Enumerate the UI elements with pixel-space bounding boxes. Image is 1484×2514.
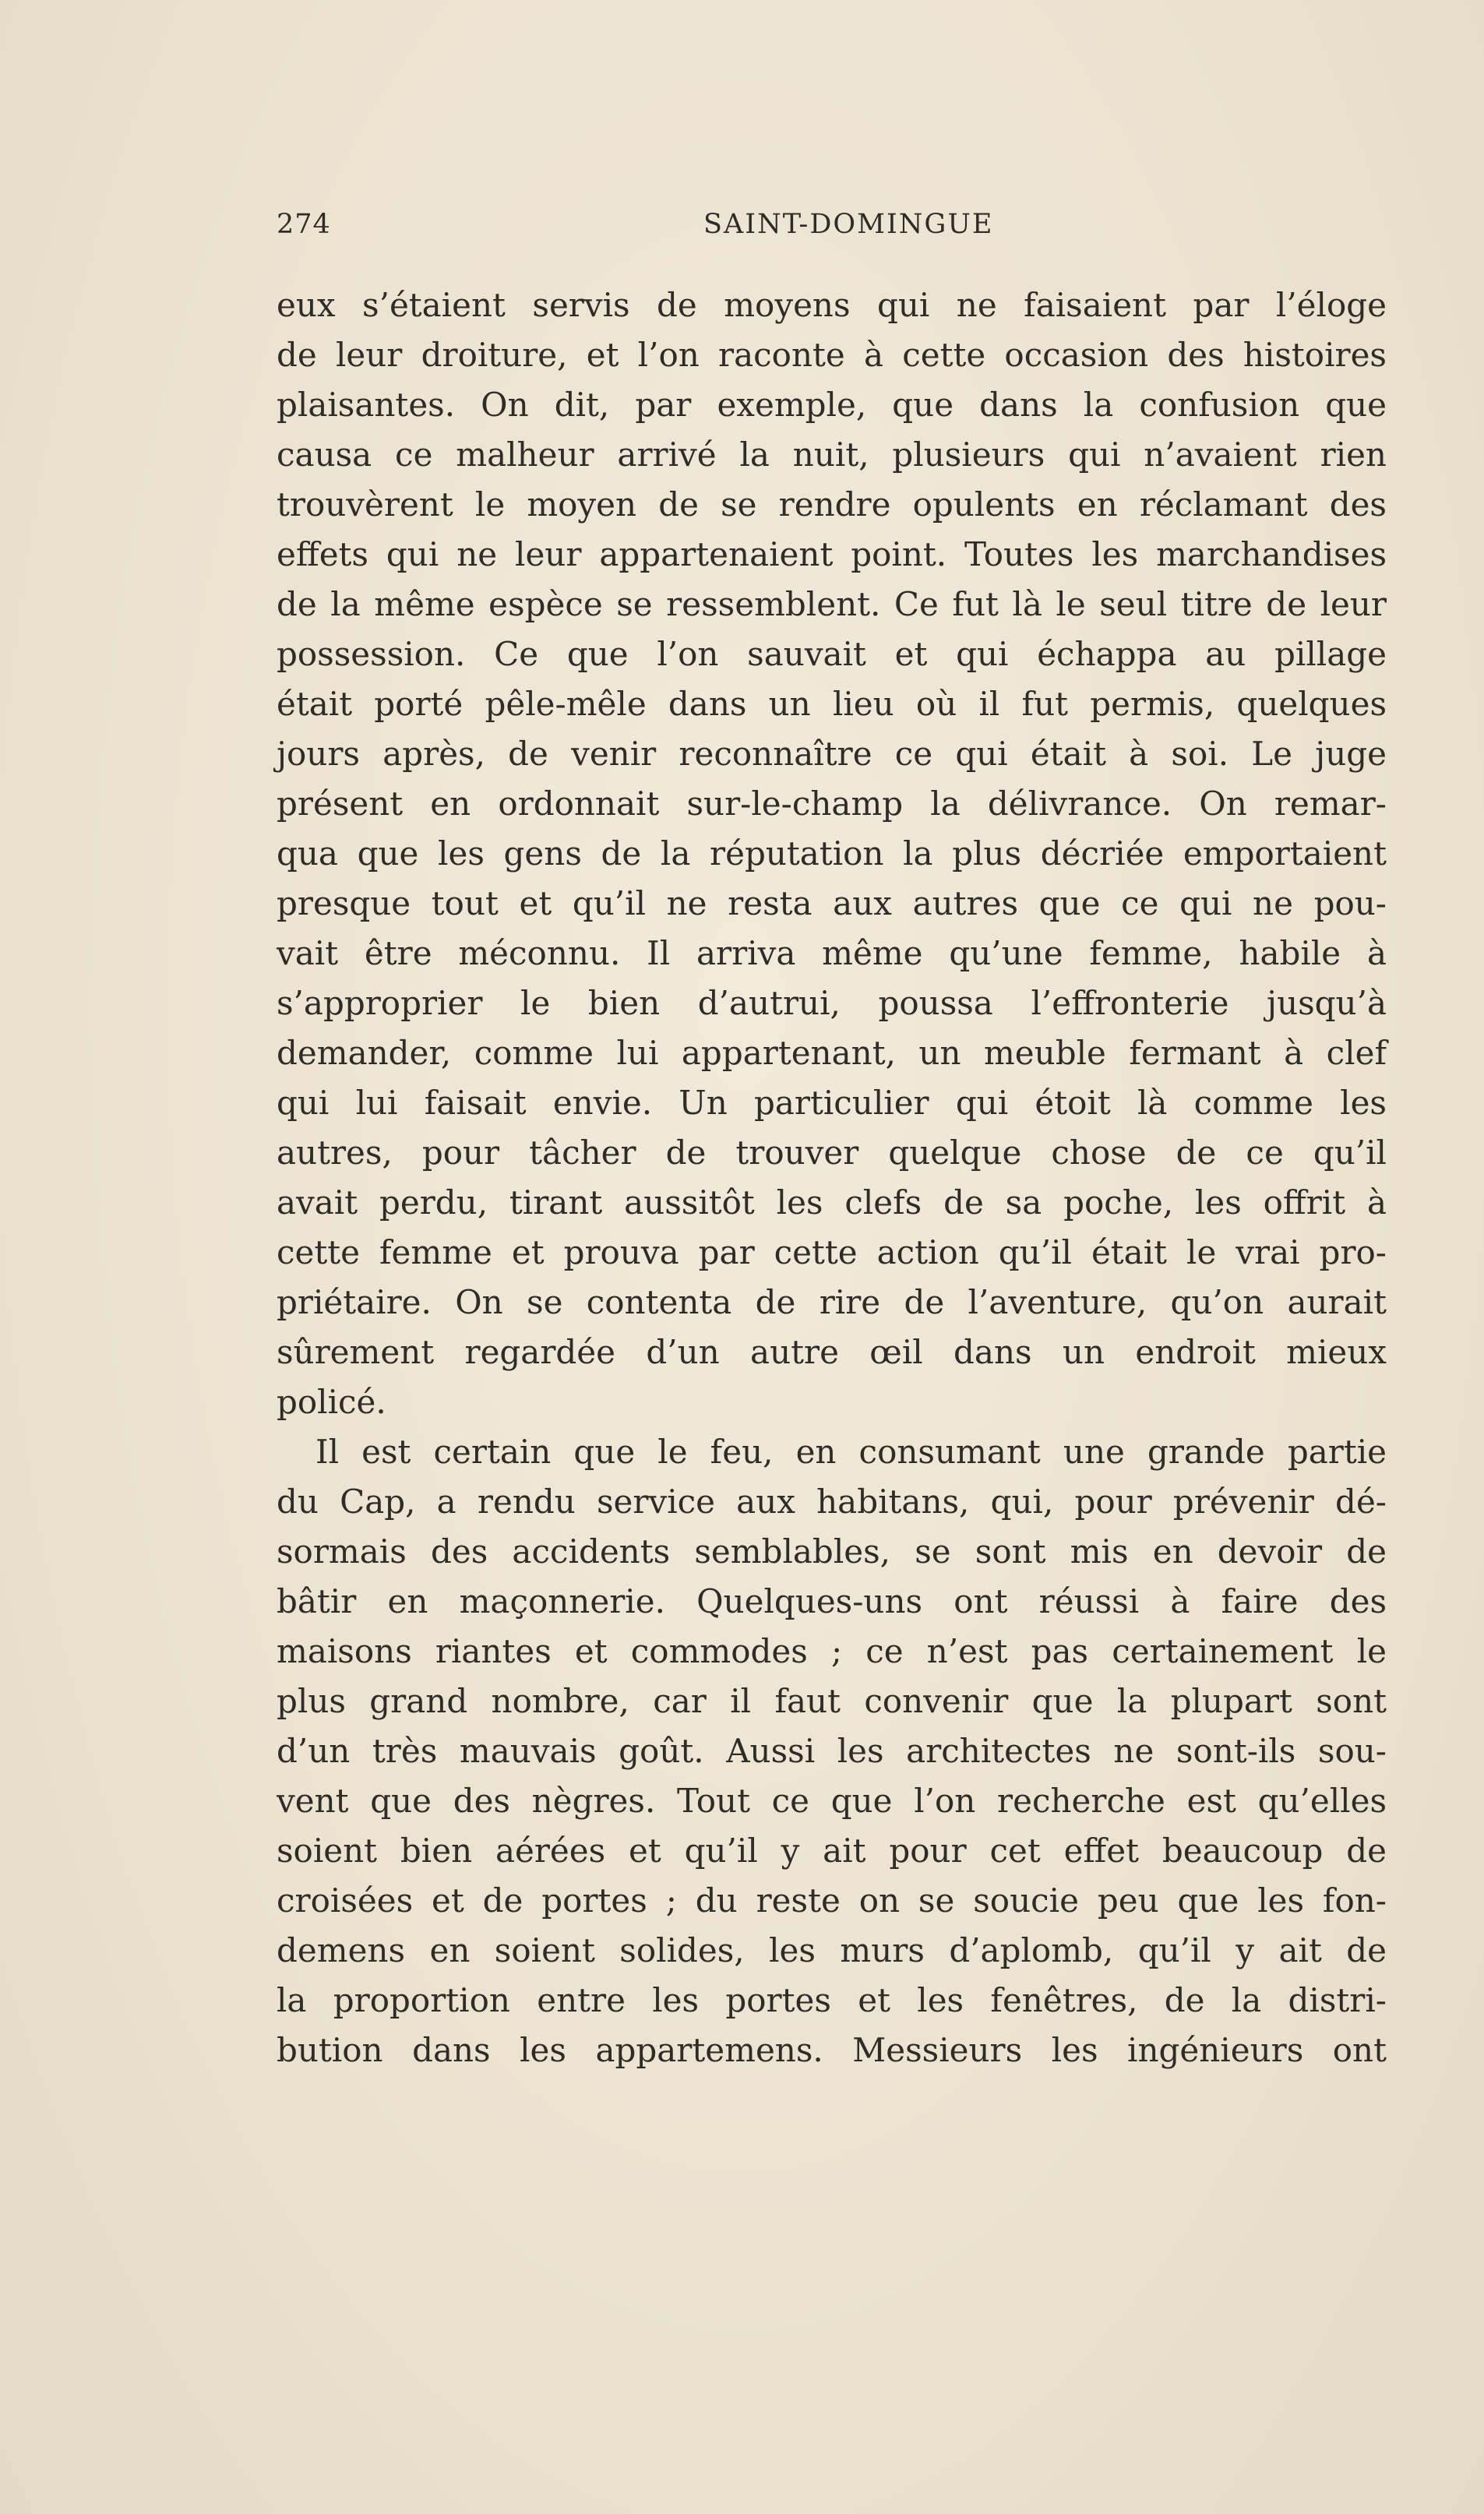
text-line: sormais des accidents semblables, se sont mis en devoir de (277, 1532, 1387, 1571)
text-line: vent que des nègres. Tout ce que l’on recherche est qu’elles (277, 1782, 1387, 1820)
text-line: possession. Ce que l’on sauvait et qui échappa au pillage (277, 635, 1387, 673)
text-line: autres, pour tâcher de trouver quelque chose de ce qu’il (277, 1134, 1387, 1172)
paragraph-end-line: policé. (277, 1383, 386, 1421)
text-line: qua que les gens de la réputation la plus décriée emportaient (277, 834, 1387, 873)
text-line: croisées et de portes ; du reste on se soucie peu que les fon- (277, 1881, 1387, 1920)
text-line: jours après, de venir reconnaître ce qui était à soi. Le juge (277, 735, 1387, 773)
text-line: s’approprier le bien d’autrui, poussa l’effronterie jusqu’à (277, 984, 1387, 1022)
text-line: vait être méconnu. Il arriva même qu’une femme, habile à (277, 934, 1387, 972)
text-line: plaisantes. On dit, par exemple, que dans la confusion que (277, 386, 1387, 424)
text-line: demander, comme lui appartenant, un meuble fermant à clef (277, 1034, 1387, 1072)
page-number: 274 (277, 209, 331, 240)
running-title: SAINT-DOMINGUE (703, 209, 994, 240)
page-header (277, 209, 1398, 248)
text-line: maisons riantes et commodes ; ce n’est pas certainement le (277, 1632, 1387, 1670)
body-text (277, 280, 1387, 2075)
text-line: trouvèrent le moyen de se rendre opulents en réclamant des (277, 485, 1387, 524)
text-line: bâtir en maçonnerie. Quelques-uns ont réussi à faire des (277, 1582, 1387, 1620)
text-line: sûrement regardée d’un autre œil dans un endroit mieux (277, 1333, 1387, 1371)
text-line: presque tout et qu’il ne resta aux autres que ce qui ne pou- (277, 884, 1387, 922)
paragraph-start-line: Il est certain que le feu, en consumant une grande partie (315, 1433, 1387, 1471)
text-line: soient bien aérées et qu’il y ait pour cet effet beaucoup de (277, 1832, 1387, 1870)
text-line: du Cap, a rendu service aux habitans, qui, pour prévenir dé- (277, 1483, 1387, 1521)
text-line: eux s’étaient servis de moyens qui ne faisaient par l’éloge (277, 286, 1387, 324)
text-line: était porté pêle-mêle dans un lieu où il fut permis, quelques (277, 685, 1387, 723)
text-line: plus grand nombre, car il faut convenir que la plupart sont (277, 1682, 1387, 1720)
text-line: de leur droiture, et l’on raconte à cette occasion des histoires (277, 336, 1387, 374)
text-line: priétaire. On se contenta de rire de l’aventure, qu’on aurait (277, 1283, 1387, 1321)
text-line: d’un très mauvais goût. Aussi les architectes ne sont-ils sou- (277, 1732, 1387, 1770)
text-line: avait perdu, tirant aussitôt les clefs de sa poche, les offrit à (277, 1183, 1387, 1222)
text-line: causa ce malheur arrivé la nuit, plusieurs qui n’avaient rien (277, 435, 1387, 474)
text-line: de la même espèce se ressemblent. Ce fut là le seul titre de leur (277, 585, 1387, 623)
text-line: la proportion entre les portes et les fenêtres, de la distri- (277, 1981, 1387, 2019)
text-line: présent en ordonnait sur-le-champ la délivrance. On remar- (277, 785, 1387, 823)
text-line: effets qui ne leur appartenaient point. Toutes les marchandises (277, 535, 1387, 573)
text-line: cette femme et prouva par cette action qu’il était le vrai pro- (277, 1233, 1387, 1271)
text-line: bution dans les appartemens. Messieurs les ingénieurs ont (277, 2031, 1387, 2069)
text-line: demens en soient solides, les murs d’aplomb, qu’il y ait de (277, 1931, 1387, 1969)
text-line: qui lui faisait envie. Un particulier qui étoit là comme les (277, 1084, 1387, 1122)
